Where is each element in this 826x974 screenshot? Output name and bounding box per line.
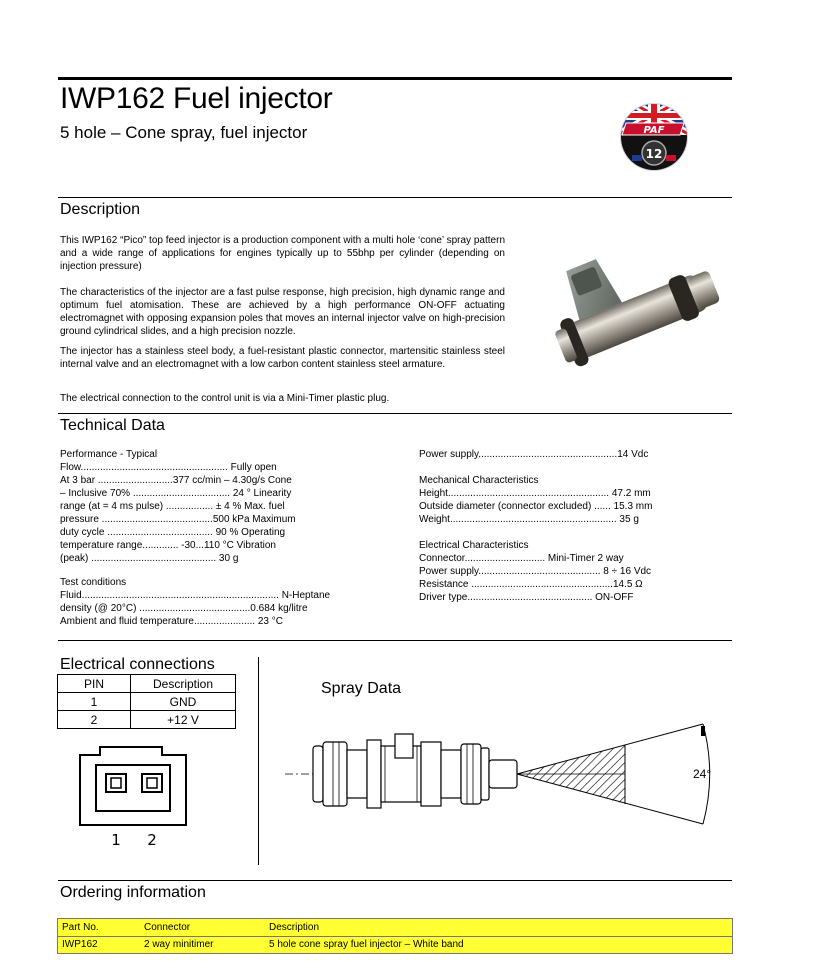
performance-line: pressure ........................................500 kPa Maximum <box>60 514 296 525</box>
pin-header: PIN <box>58 675 131 693</box>
electrical-line: Resistance ...................................................14.5 Ω <box>419 579 643 590</box>
pin-cell: 2 <box>58 711 131 729</box>
description-heading: Description <box>60 201 141 218</box>
technical-heading: Technical Data <box>60 417 165 434</box>
performance-line: temperature range............. -30...110 °C Vibration <box>60 540 276 551</box>
svg-text:12: 12 <box>645 147 663 161</box>
performance-line: range (at = 4 ms pulse) ................. ± 4 % Max. fuel <box>60 501 285 512</box>
test-line: Fluid....................................................................... N-Heptane <box>60 590 331 601</box>
top-rule <box>58 77 732 80</box>
mechanical-line: Weight............................................................ 35 g <box>419 514 639 525</box>
test-line: density (@ 20°C) ........................................0.684 kg/litre <box>60 603 308 614</box>
mechanical-line: Mechanical Characteristics <box>419 475 539 486</box>
ordering-heading: Ordering information <box>60 884 206 901</box>
description-para-2: The characteristics of the injector are a fast pulse response, high precision, high dynamic range and optimum fuel atomisation. These are achieved by a high performance ON-OFF actuating electromagnet with opposing expansion poles that moves an internal injector valve on high-precision ground cylindrical slides, and a high precision nozzle. <box>60 287 505 337</box>
ordering-table <box>57 918 733 954</box>
power-supply-line: Power supply..................................................14 Vdc <box>419 449 649 460</box>
performance-line: Flow..................................................... Fully open <box>60 462 277 473</box>
spray-data-heading: Spray Data <box>321 680 402 697</box>
pin-cell: 1 <box>58 693 131 711</box>
pin-desc-cell: GND <box>131 693 236 711</box>
table-row <box>58 936 732 953</box>
ordering-description: 5 hole cone spray fuel injector – White band <box>269 939 464 950</box>
electrical-line: Power supply............................................ 8 ÷ 16 Vdc <box>419 566 652 577</box>
description-para-4: The electrical connection to the control unit is via a Mini-Timer plastic plug. <box>60 393 390 404</box>
section-divider <box>258 657 259 865</box>
spray-angle-label: 24° <box>693 767 712 781</box>
description-header: Description <box>131 675 236 693</box>
test-conditions-block <box>60 576 330 628</box>
logo-text: PAF <box>643 125 665 136</box>
performance-line: – Inclusive 70% ................................... 24 ° Linearity <box>60 488 292 499</box>
pin-desc-cell: +12 V <box>131 711 236 729</box>
page-subtitle: 5 hole – Cone spray, fuel injector <box>60 123 308 142</box>
ordering-header-part: Part No. <box>62 922 99 933</box>
mechanical-line: Outside diameter (connector excluded) ...... 15.3 mm <box>419 501 653 512</box>
ordering-header-description: Description <box>269 922 320 933</box>
test-line: Ambient and fluid temperature...................... 23 °C <box>60 616 283 627</box>
electrical-connections-heading: Electrical connections <box>60 656 215 673</box>
test-line: Test conditions <box>60 577 127 588</box>
paf-logo <box>618 95 690 180</box>
table-row <box>58 693 236 711</box>
pin-label-2: 2 <box>147 831 157 849</box>
performance-line: Performance - Typical <box>60 449 158 460</box>
ordering-part-number: IWP162 <box>62 939 98 950</box>
performance-line: At 3 bar ...........................377 cc/min – 4.30g/s Cone <box>60 475 292 486</box>
mechanical-block <box>419 474 652 526</box>
mechanical-line: Height.......................................................... 47.2 mm <box>419 488 651 499</box>
connector-diagram <box>76 745 196 850</box>
spray-diagram <box>285 720 725 840</box>
pin-label-1: 1 <box>111 831 121 849</box>
table-row <box>58 711 236 729</box>
injector-photo <box>545 228 725 373</box>
page-title: IWP162 Fuel injector <box>60 82 333 115</box>
performance-line: (peak) ............................................. 30 g <box>60 553 239 564</box>
table-row <box>58 919 732 936</box>
pin-table <box>57 674 236 729</box>
electrical-line: Electrical Characteristics <box>419 540 529 551</box>
ordering-connector: 2 way minitimer <box>144 939 214 950</box>
description-para-1: This IWP162 “Pico” top feed injector is a production component with a multi hole ‘cone’ spray pattern and a wide range of applications for engines typically up to 55bhp per cylinder (depending on injection pressure) <box>60 235 505 272</box>
performance-line: duty cycle ...................................... 90 % Operating <box>60 527 286 538</box>
electrical-line: Connector............................. Mini-Timer 2 way <box>419 553 624 564</box>
description-para-3: The injector has a stainless steel body, a fuel-resistant plastic connector, martensitic stainless steel internal valve and an electromagnet with a low carbon content stainless steel armature. <box>60 346 505 370</box>
ordering-header-connector: Connector <box>144 922 191 933</box>
electrical-line: Driver type............................................. ON-OFF <box>419 592 634 603</box>
performance-block <box>60 448 296 565</box>
table-row <box>58 675 236 693</box>
electrical-block <box>419 539 651 604</box>
